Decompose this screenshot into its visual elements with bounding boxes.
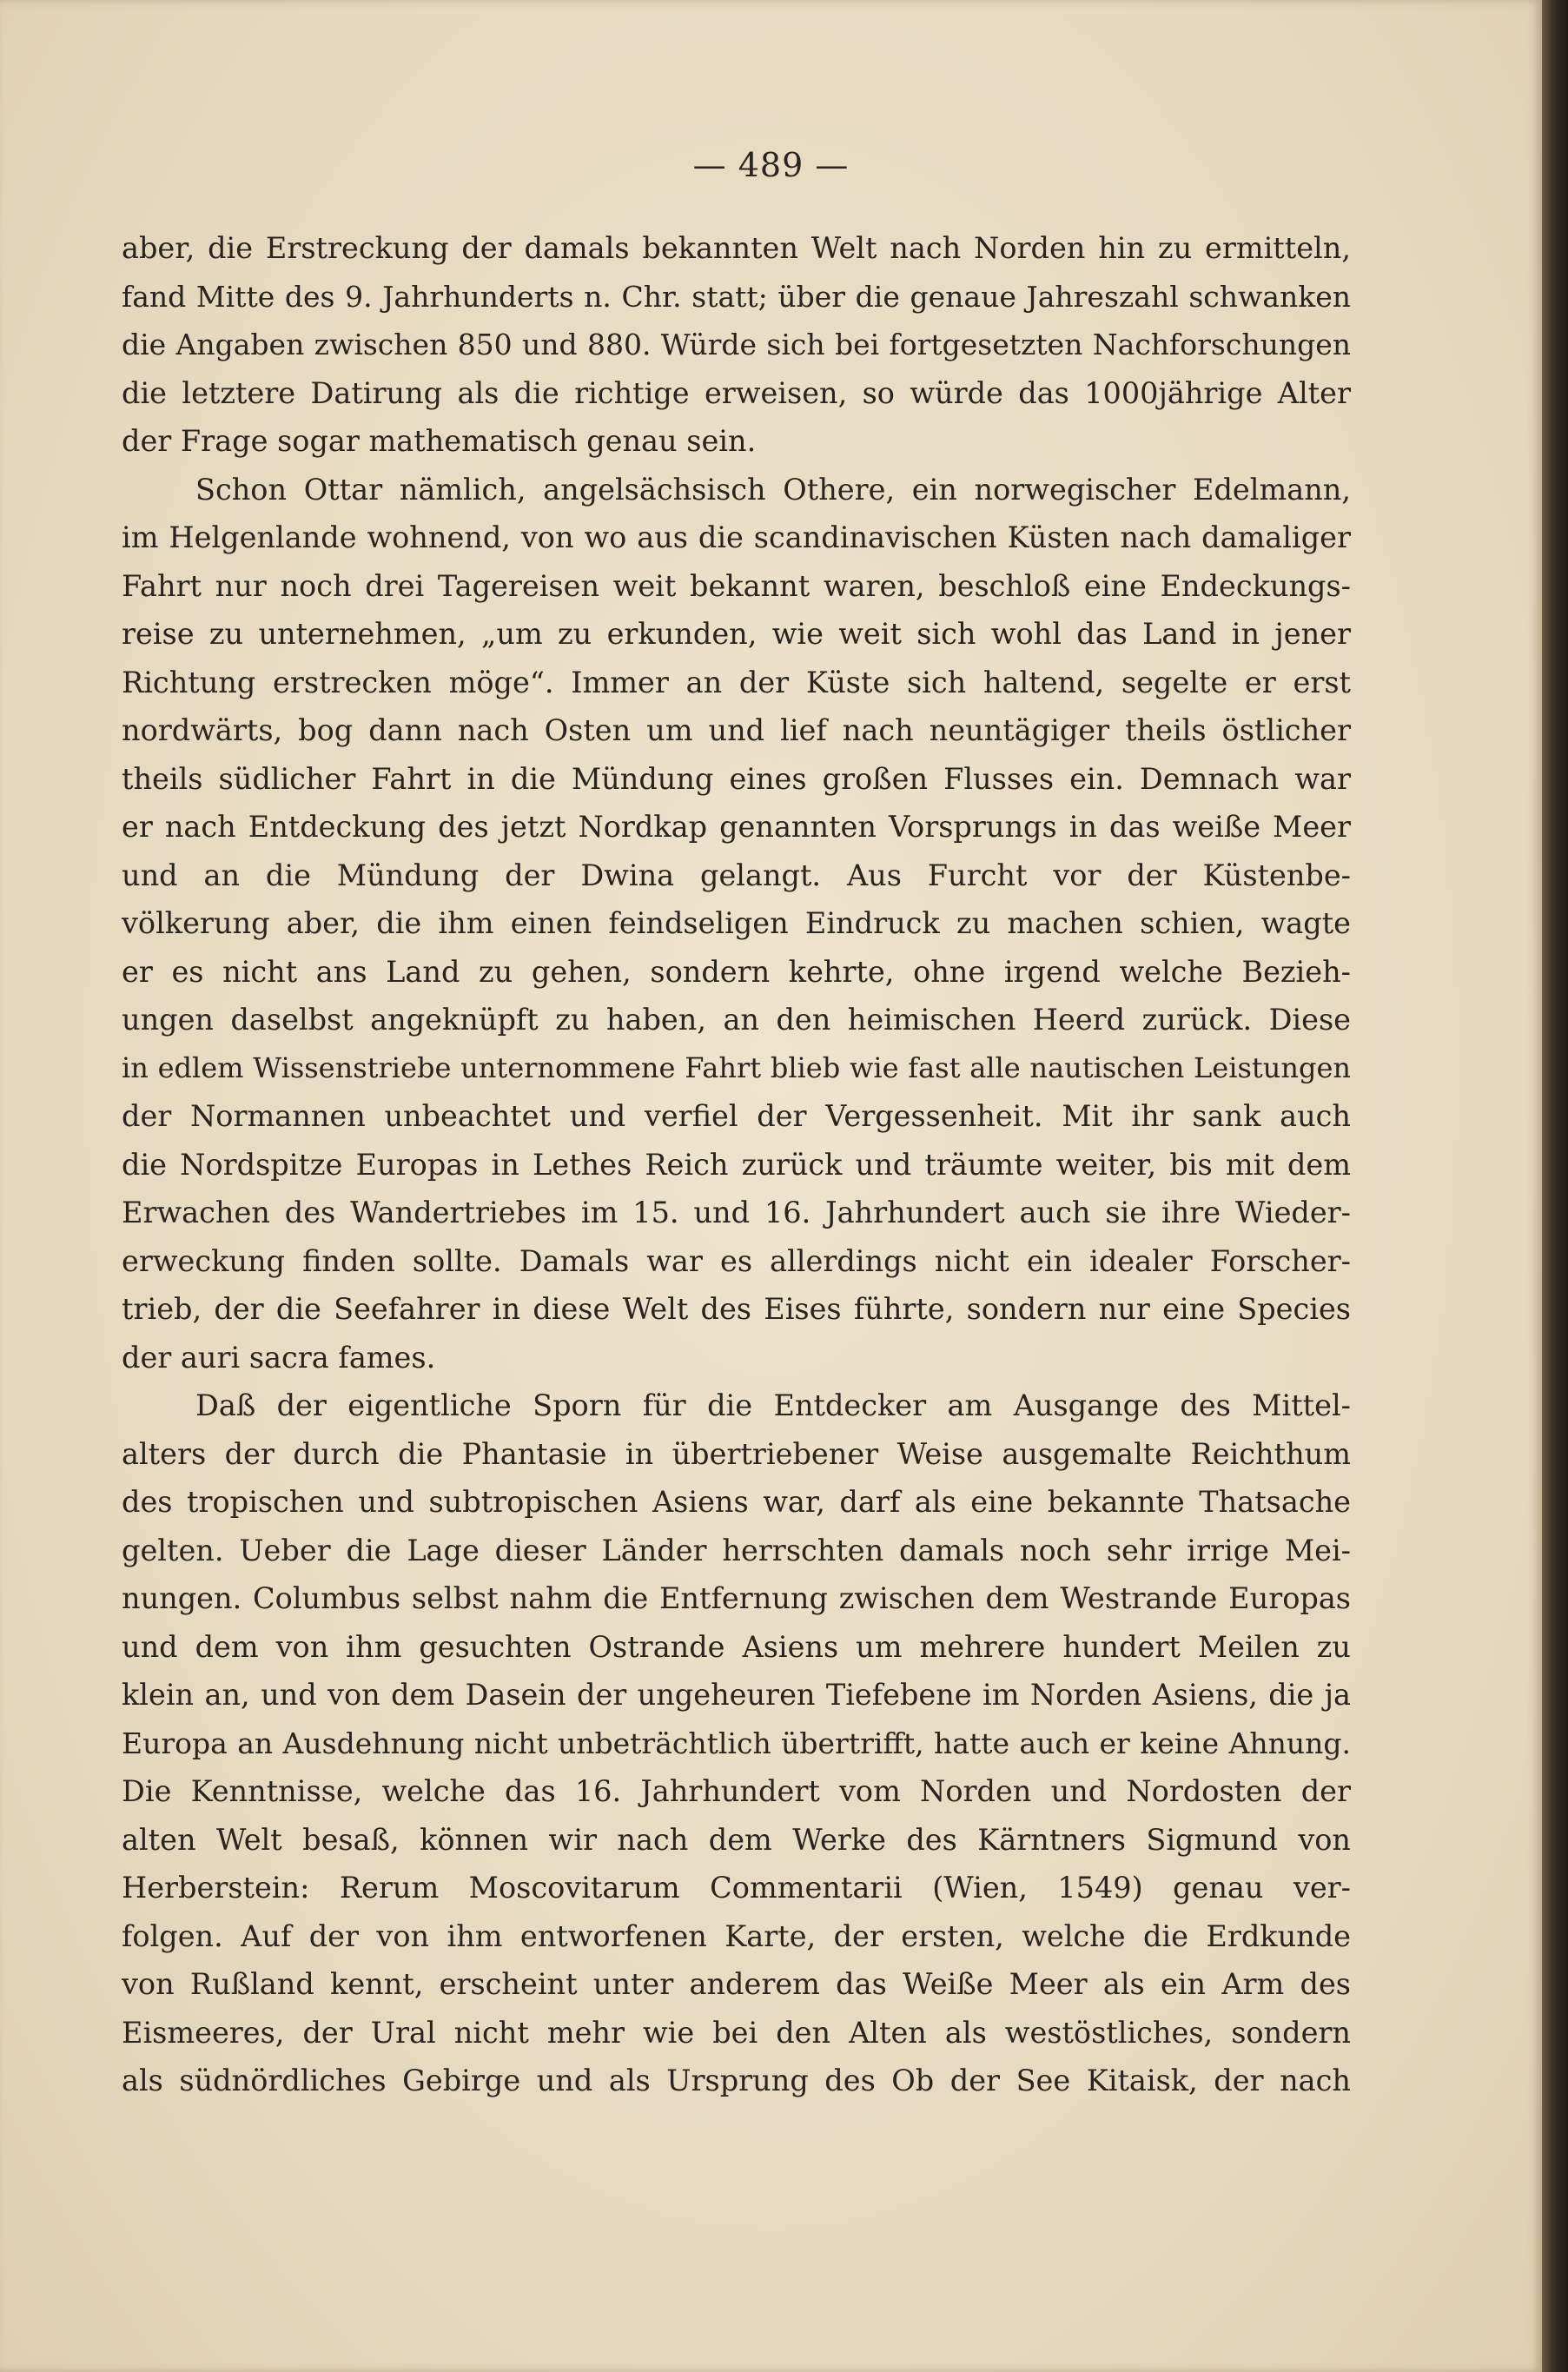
- text-line: fand Mitte des 9. Jahrhunderts n. Chr. statt; über die genaue Jahreszahl schwanken: [122, 279, 1351, 314]
- text-line: und dem von ihm gesuchten Ostrande Asiens um mehrere hundert Meilen zu: [122, 1629, 1351, 1664]
- text-line: Daß der eigentliche Sporn für die Entdecker am Ausgange des Mittel-: [195, 1388, 1351, 1422]
- text-line: der auri sacra fames.: [122, 1340, 436, 1375]
- text-line: die Nordspitze Europas in Lethes Reich zurück und träumte weiter, bis mit dem: [122, 1147, 1351, 1182]
- text-line: Europa an Ausdehnung nicht unbeträchtlich übertrifft, hatte auch er keine Ahnung.: [122, 1726, 1351, 1760]
- text-line: im Helgenlande wohnend, von wo aus die scandinavischen Küsten nach damaliger: [122, 520, 1351, 554]
- text-line: und an die Mündung der Dwina gelangt. Aus Furcht vor der Küstenbe-: [122, 858, 1351, 892]
- text-line: der Normannen unbeachtet und verfiel der Vergessenheit. Mit ihr sank auch: [122, 1099, 1351, 1133]
- text-line: erweckung finden sollte. Damals war es allerdings nicht ein idealer Forscher-: [122, 1243, 1351, 1278]
- text-line: Richtung erstrecken möge“. Immer an der Küste sich haltend, segelte er erst: [122, 665, 1351, 699]
- page-number: — 489 —: [692, 146, 850, 184]
- book-spine-edge: [1542, 0, 1568, 2372]
- text-line: Die Kenntnisse, welche das 16. Jahrhundert vom Norden und Nordosten der: [122, 1774, 1351, 1808]
- text-line: des tropischen und subtropischen Asiens war, darf als eine bekannte Thatsache: [122, 1485, 1351, 1519]
- text-line: die letztere Datirung als die richtige erweisen, so würde das 1000jährige Alter: [122, 375, 1351, 410]
- text-line: Herberstein: Rerum Moscovitarum Commentarii (Wien, 1549) genau ver-: [122, 1871, 1351, 1905]
- text-line: nungen. Columbus selbst nahm die Entfernung zwischen dem Westrande Europas: [122, 1581, 1351, 1615]
- text-line: Fahrt nur noch drei Tagereisen weit bekannt waren, beschloß eine Endeckungs-: [122, 568, 1351, 603]
- text-line: ungen daselbst angeknüpft zu haben, an den heimischen Heerd zurück. Diese: [122, 1003, 1351, 1037]
- text-line: er es nicht ans Land zu gehen, sondern kehrte, ohne irgend welche Bezieh-: [122, 954, 1351, 989]
- text-line: nordwärts, bog dann nach Osten um und lief nach neuntägiger theils östlicher: [122, 713, 1351, 747]
- text-line: reise zu unternehmen, „um zu erkunden, wie weit sich wohl das Land in jener: [122, 617, 1351, 651]
- text-line: die Angaben zwischen 850 und 880. Würde sich bei fortgesetzten Nachforschungen: [122, 328, 1351, 361]
- text-line: der Frage sogar mathematisch genau sein.: [122, 424, 757, 458]
- text-line: klein an, und von dem Dasein der ungeheuren Tiefebene im Norden Asiens, die ja: [122, 1678, 1351, 1712]
- text-line: Erwachen des Wandertriebes im 15. und 16. Jahrhundert auch sie ihre Wieder-: [122, 1196, 1351, 1229]
- text-line: völkerung aber, die ihm einen feindseligen Eindruck zu machen schien, wagte: [122, 906, 1351, 940]
- text-line: alten Welt besaß, können wir nach dem Werke des Kärntners Sigmund von: [122, 1822, 1351, 1857]
- text-line: von Rußland kennt, erscheint unter anderem das Weiße Meer als ein Arm des: [122, 1967, 1351, 2001]
- text-line: Schon Ottar nämlich, angelsächsisch Othere, ein norwegischer Edelmann,: [195, 472, 1351, 507]
- text-line: in edlem Wissenstriebe unternommene Fahrt blieb wie fast alle nautischen Leistungen: [122, 1050, 1351, 1084]
- body-text: [122, 224, 1351, 2105]
- text-line: Eismeeres, der Ural nicht mehr wie bei den Alten als westöstliches, sondern: [122, 2015, 1351, 2050]
- text-line: aber, die Erstreckung der damals bekannten Welt nach Norden hin zu ermitteln,: [122, 231, 1351, 265]
- text-line: folgen. Auf der von ihm entworfenen Karte, der ersten, welche die Erdkunde: [122, 1918, 1351, 1953]
- text-line: trieb, der die Seefahrer in diese Welt des Eises führte, sondern nur eine Species: [122, 1292, 1351, 1326]
- text-line: als südnördliches Gebirge und als Ursprung des Ob der See Kitaisk, der nach: [122, 2064, 1351, 2097]
- text-line: gelten. Ueber die Lage dieser Länder herrschten damals noch sehr irrige Mei-: [122, 1533, 1351, 1567]
- text-line: theils südlicher Fahrt in die Mündung eines großen Flusses ein. Demnach war: [122, 761, 1351, 796]
- text-line: alters der durch die Phantasie in übertriebener Weise ausgemalte Reichthum: [122, 1436, 1351, 1471]
- text-line: er nach Entdeckung des jetzt Nordkap genannten Vorsprungs in das weiße Meer: [122, 810, 1351, 844]
